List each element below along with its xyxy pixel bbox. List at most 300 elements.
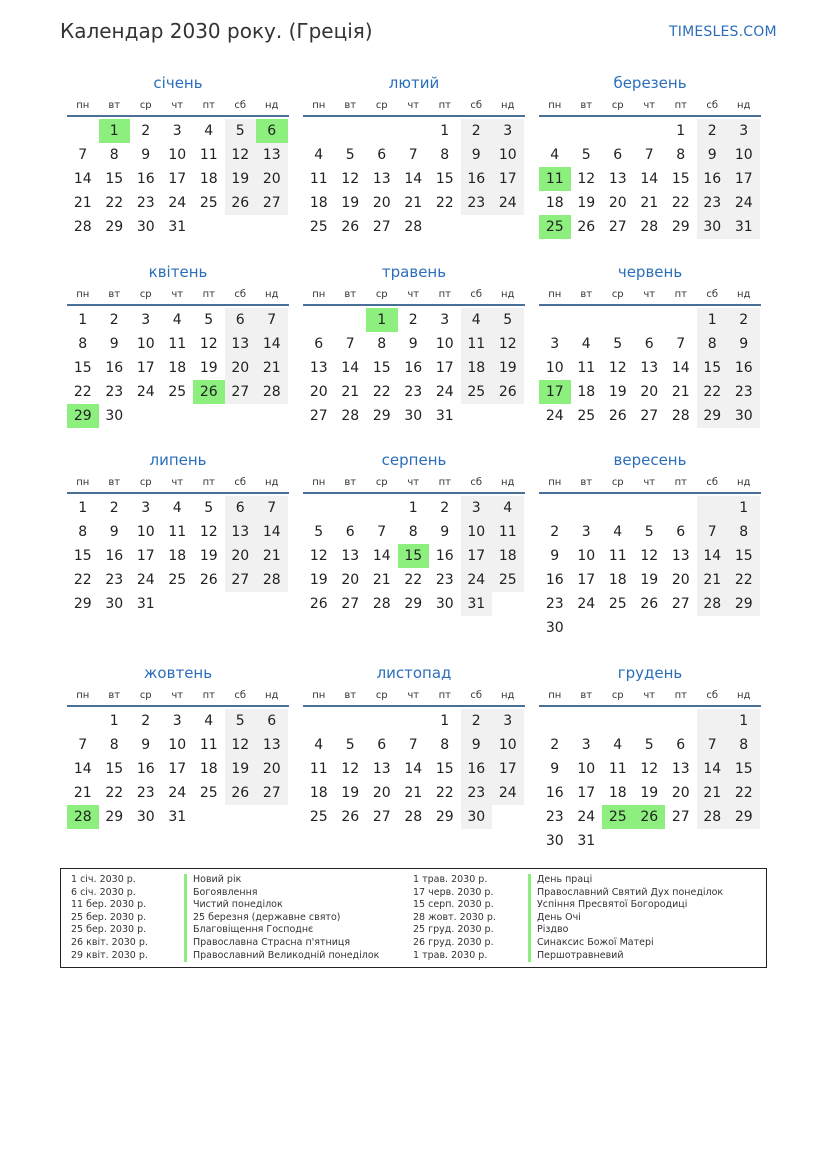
day-cell[interactable]: 30 xyxy=(545,833,564,849)
day-cell[interactable]: 4 xyxy=(314,737,324,753)
day-cell[interactable]: 28 xyxy=(256,568,288,592)
day-cell[interactable]: 8 xyxy=(78,336,88,352)
day-cell[interactable]: 26 xyxy=(341,219,360,235)
day-cell[interactable]: 6 xyxy=(613,147,623,163)
day-cell[interactable]: 6 xyxy=(345,524,355,540)
day-cell[interactable]: 3 xyxy=(440,312,450,328)
day-cell[interactable]: 9 xyxy=(461,733,493,757)
day-cell[interactable]: 23 xyxy=(136,195,155,211)
day-cell[interactable]: 26 xyxy=(577,219,596,235)
day-cell[interactable]: 8 xyxy=(728,733,760,757)
day-cell[interactable]: 13 xyxy=(256,143,288,167)
day-cell[interactable]: 21 xyxy=(73,195,92,211)
day-cell[interactable]: 6 xyxy=(676,737,686,753)
day-cell[interactable]: 3 xyxy=(172,713,182,729)
day-cell[interactable]: 20 xyxy=(309,384,328,400)
day-cell[interactable]: 4 xyxy=(204,123,214,139)
day-cell[interactable]: 17 xyxy=(136,360,155,376)
day-cell[interactable]: 1 xyxy=(78,500,88,516)
day-cell[interactable]: 5 xyxy=(345,737,355,753)
day-cell[interactable]: 18 xyxy=(309,195,328,211)
day-cell[interactable]: 25 xyxy=(608,596,627,612)
day-cell[interactable]: 27 xyxy=(225,568,257,592)
day-cell[interactable]: 5 xyxy=(225,709,257,733)
day-cell[interactable]: 28 xyxy=(697,592,729,616)
day-cell[interactable]: 18 xyxy=(545,195,564,211)
day-cell[interactable]: 17 xyxy=(577,785,596,801)
day-cell[interactable]: 21 xyxy=(404,195,423,211)
day-cell[interactable]: 11 xyxy=(309,761,328,777)
day-cell[interactable]: 15 xyxy=(73,360,92,376)
day-cell[interactable]: 4 xyxy=(204,713,214,729)
day-cell[interactable]: 1 xyxy=(408,500,418,516)
day-cell[interactable]: 23 xyxy=(404,384,423,400)
day-cell[interactable]: 28 xyxy=(256,380,288,404)
day-cell[interactable]: 8 xyxy=(676,147,686,163)
day-cell[interactable]: 12 xyxy=(608,360,627,376)
day-cell[interactable]: 13 xyxy=(225,520,257,544)
day-cell[interactable]: 8 xyxy=(728,520,760,544)
day-cell[interactable]: 3 xyxy=(461,496,493,520)
day-cell[interactable]: 28 xyxy=(640,219,659,235)
day-cell[interactable]: 6 xyxy=(377,737,387,753)
day-cell[interactable]: 28 xyxy=(404,219,423,235)
day-cell[interactable]: 9 xyxy=(109,336,119,352)
day-cell[interactable]: 14 xyxy=(256,332,288,356)
day-cell[interactable]: 30 xyxy=(545,620,564,636)
day-cell[interactable]: 16 xyxy=(105,360,124,376)
day-cell[interactable]: 11 xyxy=(199,147,218,163)
day-cell[interactable]: 2 xyxy=(550,737,560,753)
day-cell[interactable]: 29 xyxy=(671,219,690,235)
day-cell[interactable]: 21 xyxy=(372,572,391,588)
day-cell[interactable]: 17 xyxy=(539,380,571,404)
day-cell[interactable]: 16 xyxy=(435,548,454,564)
day-cell[interactable]: 18 xyxy=(461,356,493,380)
day-cell[interactable]: 6 xyxy=(377,147,387,163)
day-cell[interactable]: 16 xyxy=(404,360,423,376)
day-cell[interactable]: 12 xyxy=(341,761,360,777)
day-cell[interactable]: 1 xyxy=(78,312,88,328)
day-cell[interactable]: 24 xyxy=(492,781,524,805)
day-cell[interactable]: 14 xyxy=(256,520,288,544)
day-cell[interactable]: 12 xyxy=(309,548,328,564)
day-cell[interactable]: 19 xyxy=(199,548,218,564)
day-cell[interactable]: 9 xyxy=(461,143,493,167)
day-cell[interactable]: 21 xyxy=(256,544,288,568)
day-cell[interactable]: 25 xyxy=(309,219,328,235)
day-cell[interactable]: 15 xyxy=(105,761,124,777)
day-cell[interactable]: 17 xyxy=(435,360,454,376)
day-cell[interactable]: 22 xyxy=(728,568,760,592)
day-cell[interactable]: 23 xyxy=(545,809,564,825)
day-cell[interactable]: 20 xyxy=(256,167,288,191)
day-cell[interactable]: 22 xyxy=(105,785,124,801)
day-cell[interactable]: 20 xyxy=(671,572,690,588)
day-cell[interactable]: 23 xyxy=(728,380,760,404)
day-cell[interactable]: 15 xyxy=(73,548,92,564)
day-cell[interactable]: 25 xyxy=(492,568,524,592)
day-cell[interactable]: 28 xyxy=(341,408,360,424)
day-cell[interactable]: 1 xyxy=(99,119,131,143)
day-cell[interactable]: 7 xyxy=(345,336,355,352)
day-cell[interactable]: 27 xyxy=(671,809,690,825)
day-cell[interactable]: 18 xyxy=(199,761,218,777)
day-cell[interactable]: 2 xyxy=(440,500,450,516)
day-cell[interactable]: 7 xyxy=(676,336,686,352)
day-cell[interactable]: 30 xyxy=(136,809,155,825)
day-cell[interactable]: 20 xyxy=(256,757,288,781)
day-cell[interactable]: 23 xyxy=(435,572,454,588)
day-cell[interactable]: 30 xyxy=(435,596,454,612)
day-cell[interactable]: 2 xyxy=(109,500,119,516)
day-cell[interactable]: 17 xyxy=(168,171,187,187)
day-cell[interactable]: 2 xyxy=(109,312,119,328)
day-cell[interactable]: 11 xyxy=(608,548,627,564)
day-cell[interactable]: 13 xyxy=(256,733,288,757)
day-cell[interactable]: 10 xyxy=(435,336,454,352)
day-cell[interactable]: 17 xyxy=(461,544,493,568)
day-cell[interactable]: 29 xyxy=(435,809,454,825)
day-cell[interactable]: 21 xyxy=(640,195,659,211)
day-cell[interactable]: 21 xyxy=(256,356,288,380)
day-cell[interactable]: 20 xyxy=(372,785,391,801)
site-link[interactable]: TIMESLES.COM xyxy=(669,24,777,40)
day-cell[interactable]: 14 xyxy=(640,171,659,187)
day-cell[interactable]: 6 xyxy=(676,524,686,540)
day-cell[interactable]: 8 xyxy=(109,147,119,163)
day-cell[interactable]: 11 xyxy=(168,524,187,540)
day-cell[interactable]: 19 xyxy=(309,572,328,588)
day-cell[interactable]: 4 xyxy=(461,308,493,332)
day-cell[interactable]: 19 xyxy=(640,785,659,801)
day-cell[interactable]: 25 xyxy=(461,380,493,404)
day-cell[interactable]: 11 xyxy=(461,332,493,356)
day-cell[interactable]: 3 xyxy=(581,524,591,540)
day-cell[interactable]: 10 xyxy=(492,143,524,167)
day-cell[interactable]: 12 xyxy=(199,524,218,540)
day-cell[interactable]: 7 xyxy=(78,147,88,163)
day-cell[interactable]: 30 xyxy=(404,408,423,424)
day-cell[interactable]: 7 xyxy=(408,737,418,753)
day-cell[interactable]: 10 xyxy=(136,336,155,352)
day-cell[interactable]: 23 xyxy=(545,596,564,612)
day-cell[interactable]: 2 xyxy=(728,308,760,332)
day-cell[interactable]: 8 xyxy=(440,737,450,753)
day-cell[interactable]: 29 xyxy=(372,408,391,424)
day-cell[interactable]: 9 xyxy=(141,147,151,163)
day-cell[interactable]: 10 xyxy=(136,524,155,540)
day-cell[interactable]: 21 xyxy=(73,785,92,801)
day-cell[interactable]: 19 xyxy=(341,195,360,211)
day-cell[interactable]: 7 xyxy=(256,308,288,332)
day-cell[interactable]: 3 xyxy=(141,500,151,516)
day-cell[interactable]: 14 xyxy=(404,171,423,187)
day-cell[interactable]: 6 xyxy=(256,709,288,733)
day-cell[interactable]: 1 xyxy=(728,496,760,520)
day-cell[interactable]: 31 xyxy=(461,592,493,616)
day-cell[interactable]: 27 xyxy=(256,781,288,805)
day-cell[interactable]: 26 xyxy=(492,380,524,404)
day-cell[interactable]: 4 xyxy=(613,524,623,540)
day-cell[interactable]: 24 xyxy=(136,384,155,400)
day-cell[interactable]: 15 xyxy=(435,171,454,187)
day-cell[interactable]: 22 xyxy=(372,384,391,400)
day-cell[interactable]: 13 xyxy=(608,171,627,187)
day-cell[interactable]: 27 xyxy=(341,596,360,612)
day-cell[interactable]: 19 xyxy=(199,360,218,376)
day-cell[interactable]: 18 xyxy=(577,384,596,400)
day-cell[interactable]: 8 xyxy=(109,737,119,753)
day-cell[interactable]: 5 xyxy=(314,524,324,540)
day-cell[interactable]: 21 xyxy=(341,384,360,400)
day-cell[interactable]: 23 xyxy=(697,191,729,215)
day-cell[interactable]: 4 xyxy=(581,336,591,352)
day-cell[interactable]: 25 xyxy=(602,805,634,829)
day-cell[interactable]: 1 xyxy=(697,308,729,332)
day-cell[interactable]: 26 xyxy=(199,572,218,588)
day-cell[interactable]: 9 xyxy=(408,336,418,352)
day-cell[interactable]: 18 xyxy=(608,785,627,801)
day-cell[interactable]: 27 xyxy=(372,219,391,235)
day-cell[interactable]: 28 xyxy=(404,809,423,825)
day-cell[interactable]: 31 xyxy=(136,596,155,612)
day-cell[interactable]: 12 xyxy=(199,336,218,352)
day-cell[interactable]: 24 xyxy=(136,572,155,588)
day-cell[interactable]: 24 xyxy=(168,195,187,211)
day-cell[interactable]: 26 xyxy=(640,596,659,612)
day-cell[interactable]: 11 xyxy=(539,167,571,191)
day-cell[interactable]: 9 xyxy=(728,332,760,356)
day-cell[interactable]: 1 xyxy=(676,123,686,139)
day-cell[interactable]: 30 xyxy=(697,215,729,239)
day-cell[interactable]: 8 xyxy=(440,147,450,163)
day-cell[interactable]: 10 xyxy=(545,360,564,376)
day-cell[interactable]: 14 xyxy=(372,548,391,564)
day-cell[interactable]: 29 xyxy=(73,596,92,612)
day-cell[interactable]: 21 xyxy=(404,785,423,801)
day-cell[interactable]: 3 xyxy=(581,737,591,753)
day-cell[interactable]: 5 xyxy=(644,524,654,540)
day-cell[interactable]: 11 xyxy=(168,336,187,352)
day-cell[interactable]: 11 xyxy=(199,737,218,753)
day-cell[interactable]: 13 xyxy=(372,761,391,777)
day-cell[interactable]: 16 xyxy=(545,572,564,588)
day-cell[interactable]: 8 xyxy=(697,332,729,356)
day-cell[interactable]: 26 xyxy=(309,596,328,612)
day-cell[interactable]: 13 xyxy=(671,548,690,564)
day-cell[interactable]: 25 xyxy=(199,785,218,801)
day-cell[interactable]: 8 xyxy=(408,524,418,540)
day-cell[interactable]: 3 xyxy=(728,119,760,143)
day-cell[interactable]: 7 xyxy=(377,524,387,540)
day-cell[interactable]: 16 xyxy=(697,167,729,191)
day-cell[interactable]: 26 xyxy=(225,191,257,215)
day-cell[interactable]: 3 xyxy=(492,119,524,143)
day-cell[interactable]: 14 xyxy=(73,171,92,187)
day-cell[interactable]: 22 xyxy=(73,384,92,400)
day-cell[interactable]: 17 xyxy=(136,548,155,564)
day-cell[interactable]: 28 xyxy=(697,805,729,829)
day-cell[interactable]: 24 xyxy=(545,408,564,424)
day-cell[interactable]: 19 xyxy=(492,356,524,380)
day-cell[interactable]: 16 xyxy=(136,761,155,777)
day-cell[interactable]: 25 xyxy=(168,572,187,588)
day-cell[interactable]: 31 xyxy=(168,809,187,825)
day-cell[interactable]: 3 xyxy=(550,336,560,352)
day-cell[interactable]: 10 xyxy=(168,737,187,753)
day-cell[interactable]: 24 xyxy=(435,384,454,400)
day-cell[interactable]: 14 xyxy=(341,360,360,376)
day-cell[interactable]: 7 xyxy=(256,496,288,520)
day-cell[interactable]: 25 xyxy=(168,384,187,400)
day-cell[interactable]: 26 xyxy=(225,781,257,805)
day-cell[interactable]: 15 xyxy=(105,171,124,187)
day-cell[interactable]: 9 xyxy=(440,524,450,540)
day-cell[interactable]: 5 xyxy=(644,737,654,753)
day-cell[interactable]: 2 xyxy=(141,713,151,729)
day-cell[interactable]: 23 xyxy=(461,191,493,215)
day-cell[interactable]: 11 xyxy=(492,520,524,544)
day-cell[interactable]: 8 xyxy=(377,336,387,352)
day-cell[interactable]: 1 xyxy=(440,713,450,729)
day-cell[interactable]: 20 xyxy=(225,356,257,380)
day-cell[interactable]: 7 xyxy=(78,737,88,753)
day-cell[interactable]: 30 xyxy=(136,219,155,235)
day-cell[interactable]: 24 xyxy=(577,596,596,612)
day-cell[interactable]: 22 xyxy=(728,781,760,805)
day-cell[interactable]: 24 xyxy=(492,191,524,215)
day-cell[interactable]: 27 xyxy=(608,219,627,235)
day-cell[interactable]: 24 xyxy=(577,809,596,825)
day-cell[interactable]: 10 xyxy=(168,147,187,163)
day-cell[interactable]: 23 xyxy=(461,781,493,805)
day-cell[interactable]: 19 xyxy=(341,785,360,801)
day-cell[interactable]: 5 xyxy=(204,500,214,516)
day-cell[interactable]: 16 xyxy=(545,785,564,801)
day-cell[interactable]: 14 xyxy=(697,757,729,781)
day-cell[interactable]: 5 xyxy=(492,308,524,332)
day-cell[interactable]: 23 xyxy=(105,384,124,400)
day-cell[interactable]: 29 xyxy=(728,592,760,616)
day-cell[interactable]: 9 xyxy=(550,761,560,777)
day-cell[interactable]: 18 xyxy=(168,360,187,376)
day-cell[interactable]: 5 xyxy=(204,312,214,328)
day-cell[interactable]: 22 xyxy=(697,380,729,404)
day-cell[interactable]: 13 xyxy=(671,761,690,777)
day-cell[interactable]: 11 xyxy=(608,761,627,777)
day-cell[interactable]: 29 xyxy=(404,596,423,612)
day-cell[interactable]: 16 xyxy=(461,757,493,781)
day-cell[interactable]: 12 xyxy=(577,171,596,187)
day-cell[interactable]: 9 xyxy=(109,524,119,540)
day-cell[interactable]: 22 xyxy=(73,572,92,588)
day-cell[interactable]: 17 xyxy=(728,167,760,191)
day-cell[interactable]: 15 xyxy=(435,761,454,777)
day-cell[interactable]: 1 xyxy=(109,713,119,729)
day-cell[interactable]: 20 xyxy=(341,572,360,588)
day-cell[interactable]: 14 xyxy=(73,761,92,777)
day-cell[interactable]: 10 xyxy=(577,548,596,564)
day-cell[interactable]: 16 xyxy=(136,171,155,187)
day-cell[interactable]: 6 xyxy=(225,308,257,332)
day-cell[interactable]: 11 xyxy=(577,360,596,376)
day-cell[interactable]: 6 xyxy=(256,119,288,143)
day-cell[interactable]: 4 xyxy=(172,500,182,516)
day-cell[interactable]: 14 xyxy=(697,544,729,568)
day-cell[interactable]: 26 xyxy=(634,805,666,829)
day-cell[interactable]: 27 xyxy=(256,191,288,215)
day-cell[interactable]: 15 xyxy=(728,757,760,781)
day-cell[interactable]: 27 xyxy=(225,380,257,404)
day-cell[interactable]: 20 xyxy=(671,785,690,801)
day-cell[interactable]: 28 xyxy=(67,805,99,829)
day-cell[interactable]: 22 xyxy=(671,195,690,211)
day-cell[interactable]: 27 xyxy=(372,809,391,825)
day-cell[interactable]: 25 xyxy=(577,408,596,424)
day-cell[interactable]: 22 xyxy=(105,195,124,211)
day-cell[interactable]: 31 xyxy=(728,215,760,239)
day-cell[interactable]: 20 xyxy=(640,384,659,400)
day-cell[interactable]: 7 xyxy=(697,520,729,544)
day-cell[interactable]: 15 xyxy=(697,356,729,380)
day-cell[interactable]: 12 xyxy=(341,171,360,187)
day-cell[interactable]: 28 xyxy=(372,596,391,612)
day-cell[interactable]: 3 xyxy=(492,709,524,733)
day-cell[interactable]: 27 xyxy=(671,596,690,612)
day-cell[interactable]: 29 xyxy=(105,809,124,825)
day-cell[interactable]: 20 xyxy=(608,195,627,211)
day-cell[interactable]: 4 xyxy=(172,312,182,328)
day-cell[interactable]: 20 xyxy=(372,195,391,211)
day-cell[interactable]: 20 xyxy=(225,544,257,568)
day-cell[interactable]: 19 xyxy=(608,384,627,400)
day-cell[interactable]: 2 xyxy=(461,119,493,143)
day-cell[interactable]: 18 xyxy=(309,785,328,801)
day-cell[interactable]: 16 xyxy=(728,356,760,380)
day-cell[interactable]: 31 xyxy=(435,408,454,424)
day-cell[interactable]: 3 xyxy=(172,123,182,139)
day-cell[interactable]: 26 xyxy=(193,380,225,404)
day-cell[interactable]: 2 xyxy=(550,524,560,540)
day-cell[interactable]: 29 xyxy=(67,404,99,428)
day-cell[interactable]: 9 xyxy=(697,143,729,167)
day-cell[interactable]: 6 xyxy=(314,336,324,352)
day-cell[interactable]: 23 xyxy=(105,572,124,588)
day-cell[interactable]: 24 xyxy=(461,568,493,592)
day-cell[interactable]: 19 xyxy=(577,195,596,211)
day-cell[interactable]: 24 xyxy=(168,785,187,801)
day-cell[interactable]: 30 xyxy=(461,805,493,829)
day-cell[interactable]: 7 xyxy=(697,733,729,757)
day-cell[interactable]: 30 xyxy=(105,596,124,612)
day-cell[interactable]: 1 xyxy=(728,709,760,733)
day-cell[interactable]: 8 xyxy=(78,524,88,540)
day-cell[interactable]: 10 xyxy=(461,520,493,544)
day-cell[interactable]: 1 xyxy=(366,308,398,332)
day-cell[interactable]: 5 xyxy=(581,147,591,163)
day-cell[interactable]: 31 xyxy=(168,219,187,235)
day-cell[interactable]: 24 xyxy=(728,191,760,215)
day-cell[interactable]: 29 xyxy=(728,805,760,829)
day-cell[interactable]: 25 xyxy=(199,195,218,211)
day-cell[interactable]: 23 xyxy=(136,785,155,801)
day-cell[interactable]: 4 xyxy=(550,147,560,163)
day-cell[interactable]: 4 xyxy=(492,496,524,520)
day-cell[interactable]: 11 xyxy=(309,171,328,187)
day-cell[interactable]: 18 xyxy=(199,171,218,187)
day-cell[interactable]: 13 xyxy=(640,360,659,376)
